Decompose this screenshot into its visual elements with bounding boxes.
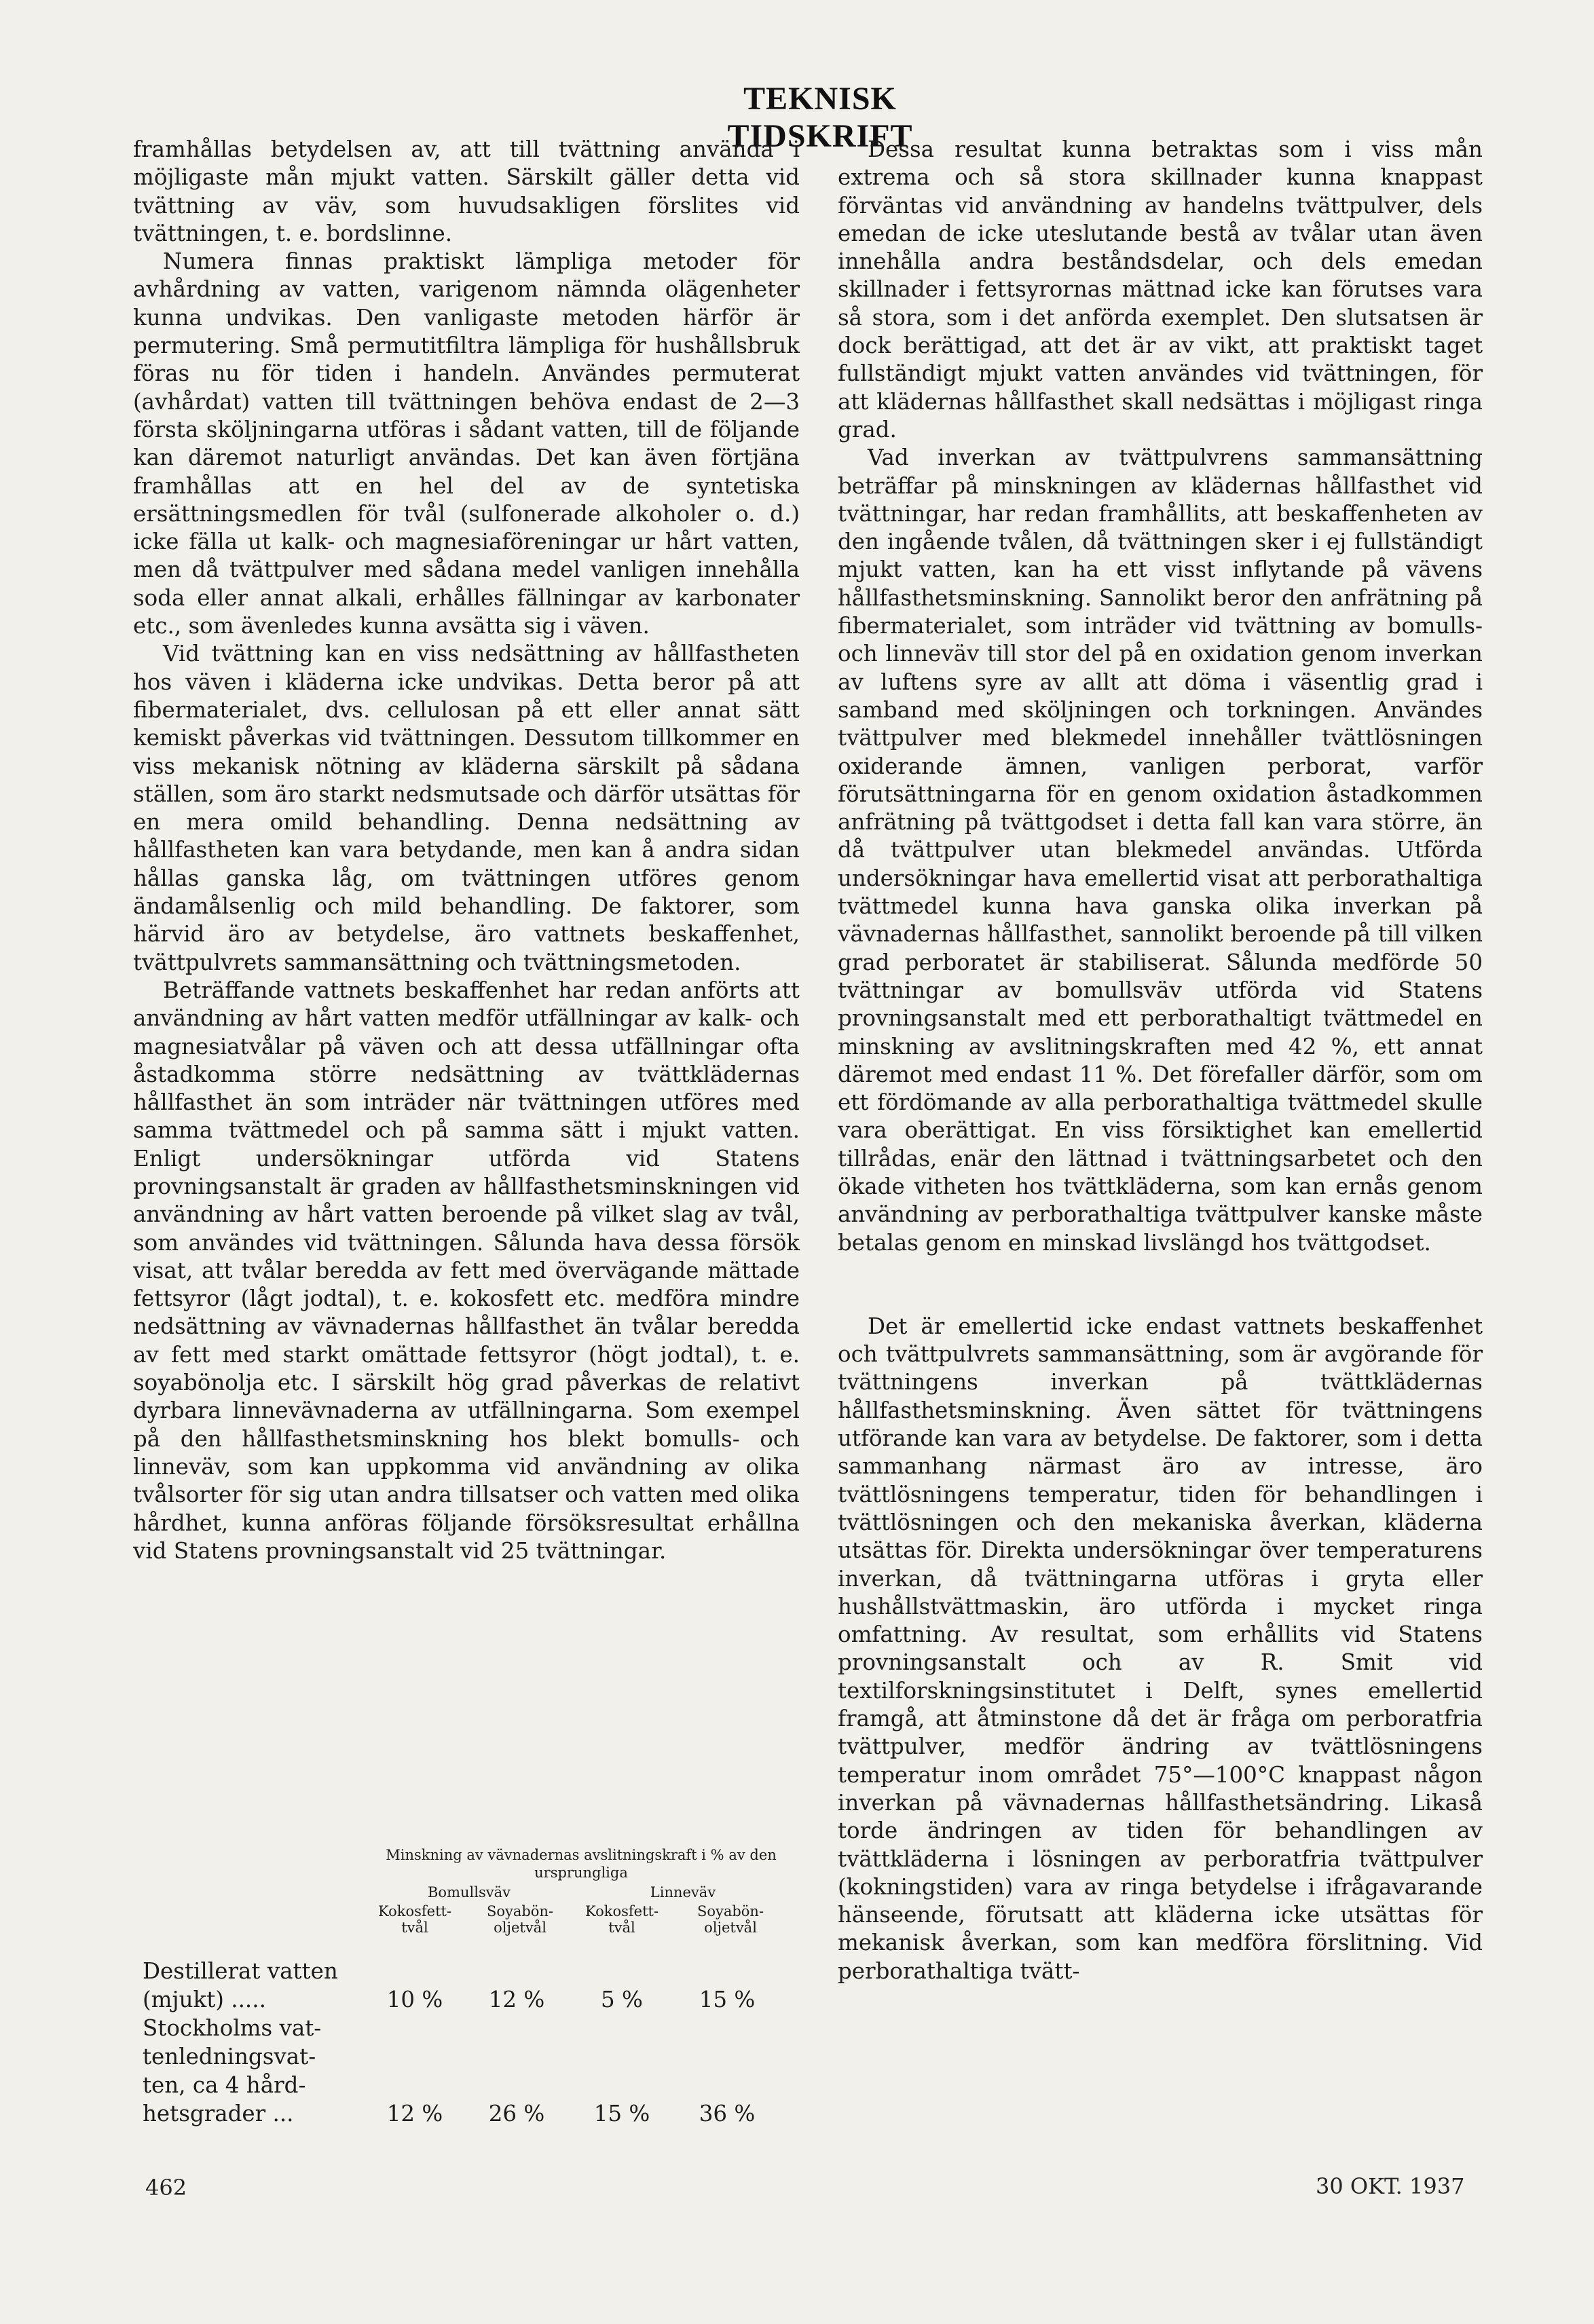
table-row-label: ten, ca 4 hård- xyxy=(143,2072,306,2098)
paragraph: Det är emellertid icke endast vattnets beskaffenhet och tvättpulvrets sammansättning, som är avgörande för tvättningens inverkan på tvättklädernas hållfasthetsminskning. Även sättet för tvättningens utförande kan vara av betydelse. De faktorer, som i detta sammanhang närmast äro av intresse, äro tvättlösningens temperatur, tiden för behandlingen i tvättlösningen och den mekaniska åverkan, kläderna utsättas för. Direkta undersökningar över temperaturens inverkan, då tvättningarna utföras i gryta eller hushållstvättmaskin, äro utförda i mycket ringa omfattning. Av resultat, som erhållits vid Statens provningsanstalt och av R. Smit vid textilforskningsinstitutet i Delft, synes emellertid framgå, att åtminstone då det är fråga om perboratfria tvättpulver, medför ändring av tvättlösningens temperatur inom området 75°—100°C knappast någon inverkan på vävnadernas hållfasthetsändring. Likaså torde ändringen av tiden för behandlingen av tvättkläderna i lösningen av perboratfria tvättpulver (kokningstiden) vara av ringa betydelse i ifrågavarande hänseende, förutsatt att kläderna icke utsättas för mekanisk åverkan, som kan medföra förslitning. Vid perborathaltiga tvätt- xyxy=(838,1313,1483,1984)
table-subheader: Kokosfett-tvål xyxy=(377,1903,452,1936)
table-row-label: (mjukt) ..... xyxy=(143,1987,266,2012)
table-group-header: Linneväv xyxy=(650,1884,716,1900)
table-cell: 10 % xyxy=(386,1987,443,2012)
table-row-label: Stockholms vat- xyxy=(143,2015,322,2041)
table-cell: 15 % xyxy=(593,2101,650,2126)
table-cell: 12 % xyxy=(488,1987,545,2012)
table-caption: Minskning av vävnadernas avslitningskraft i % av den ursprungliga xyxy=(386,1847,777,1881)
page-number: 462 xyxy=(145,2175,187,2200)
table-cell: 36 % xyxy=(699,2101,756,2126)
paragraph: framhållas betydelsen av, att till tvättning använda i möjligaste mån mjukt vatten. Särskilt gäller detta vid tvättning av väv, som huvudsakligen förslites vid tvättningen, t. e. bordslinne. xyxy=(133,136,800,246)
table-row-label: tenledningsvat- xyxy=(143,2044,316,2069)
paragraph: Beträffande vattnets beskaffenhet har redan anförts att användning av hårt vatten medför utfällningar av kalk- och magnesiatvålar på väven och att dessa utfällningar ofta åstadkomma större nedsättning av tvättklädernas hållfasthet än som inträder när tvättningen utföres med samma tvättmedel och på samma sätt i mjukt vatten. Enligt undersökningar utförda vid Statens provningsanstalt är graden av hållfasthetsminskningen vid användning av hårt vatten beroende på vilket slag av tvål, som användes vid tvättningen. Sålunda hava dessa försök visat, att tvålar beredda av fett med övervägande mättade fettsyror (lågt jodtal), t. e. kokosfett etc. medföra mindre nedsättning av vävnadernas hållfasthet än tvålar beredda av fett med starkt omättade fettsyror (högt jodtal), t. e. soyabönolja etc. I särskilt hög grad påverkas de relativt dyrbara linnevävnaderna av utfällningarna. Som exempel på den hållfasthetsminskning hos blekt bomulls- och linneväv, som kan uppkomma vid användning av olika tvålsorter för sig utan andra tillsatser och vatten med olika hårdhet, kunna anföras följande försöksresultat erhållna vid Statens provningsanstalt vid 25 tvättningar. xyxy=(133,977,800,1564)
left-column xyxy=(133,136,800,1565)
table-subheader: Kokosfett-tvål xyxy=(585,1903,659,1936)
journal-title: TEKNISK TIDSKRIFT xyxy=(727,81,913,154)
table-cell: 5 % xyxy=(601,1987,643,2012)
paragraph: Vad inverkan av tvättpulvrens sammansättning beträffar på minskningen av klädernas hållfasthet vid tvättningar, har redan framhållits, att beskaffenheten av den ingående tvålen, då tvättningen sker i ej fullständigt mjukt vatten, kan ha ett visst inflytande på vävens hållfasthetsminskning. Sannolikt beror den anfrätning på fibermaterialet, som inträder vid tvättning av bomulls- och linneväv till stor del på en oxidation genom inverkan av luftens syre av allt att döma i väsentlig grad i samband med sköljningen och torkningen. Användes tvättpulver med blekmedel innehåller tvättlösningen oxiderande ämnen, vanligen perborat, varför förutsättningarna för en genom oxidation åstadkommen anfrätning på tvättgodset i detta fall kan vara större, än då tvättpulver utan blekmedel användas. Utförda undersökningar hava emellertid visat att perborathaltiga tvättmedel kunna hava ganska olika inverkan på vävnadernas hållfasthet, sannolikt beroende på till vilken grad perboratet är stabiliserat. Sålunda medförde 50 tvättningar av bomullsväv utförda vid Statens provningsanstalt med ett perborathaltigt tvättmedel en minskning av avslitningskraften med 42 %, ett annat däremot med endast 11 %. Det förefaller därför, som om ett fördömande av alla perborathaltiga tvättmedel skulle vara oberättigat. En viss försiktighet kan emellertid tillrådas, enär den lättnad i tvättningsarbetet och den ökade vitheten hos tvättkläderna, som kan ernås genom användning av perborathaltiga tvättpulver kanske måste betalas genom en minskad livslängd hos tvättgodset. xyxy=(838,445,1483,1256)
table-cell: 15 % xyxy=(699,1987,756,2012)
right-column xyxy=(838,136,1483,1985)
table-subheader: Soyabön-oljetvål xyxy=(486,1903,554,1936)
table-cell: 12 % xyxy=(386,2101,443,2126)
paragraph: Numera finnas praktiskt lämpliga metoder för avhårdning av vatten, varigenom nämnda olägenheter kunna undvikas. Den vanligaste metoden härför är permutering. Små permutitfiltra lämpliga för hushållsbruk föras nu för tiden i handeln. Användes permuterat (avhårdat) vatten till tvättningen behöva endast de 2—3 första sköljningarna utföras i sådant vatten, till de följande kan däremot naturligt användas. Det kan även förtjäna framhållas att en hel del av de syntetiska ersättningsmedlen för tvål (sulfonerade alkoholer o. d.) icke fälla ut kalk- och magnesiaföreningar ur hårt vatten, men då tvättpulver med sådana medel vanligen innehålla soda eller annat alkali, erhålles fällningar av karbonater etc., som ävenledes kunna avsätta sig i väven. xyxy=(133,248,800,639)
table-cell: 26 % xyxy=(488,2101,545,2126)
table-row-label: Destillerat vatten xyxy=(143,1958,338,1984)
table-subheader: Soyabön-oljetvål xyxy=(697,1903,764,1936)
table-group-header: Bomullsväv xyxy=(428,1884,511,1900)
paragraph: Vid tvättning kan en viss nedsättning av hållfastheten hos väven i kläderna icke undvikas. Detta beror på att fibermaterialet, dvs. cellulosan på ett eller annat sätt kemiskt påverkas vid tvättningen. Dessutom tillkommer en viss mekanisk nötning av kläderna särskilt på sådana ställen, som äro starkt nedsmutsade och därför utsättas för en mera omild behandling. Denna nedsättning av hållfastheten kan vara betydande, men kan å andra sidan hållas ganska låg, om tvättningen utföres genom ändamålsenlig och mild behandling. De faktorer, som härvid äro av betydelse, äro vattnets beskaffenhet, tvättpulvrets sammansättning och tvättningsmetoden. xyxy=(133,641,800,975)
paragraph: Dessa resultat kunna betraktas som i viss mån extrema och så stora skillnader kunna knappast förväntas vid användning av handelns tvättpulver, dels emedan de icke uteslutande bestå av tvålar utan även innehålla andra beståndsdelar, och dels emedan skillnader i fettsyrornas mättnad icke kan förutses vara så stora, som i det anförda exemplet. Den slutsatsen är dock berättigad, att det är av vikt, att praktiskt taget fullständigt mjukt vatten användes vid tvättningen, för att klädernas hållfasthet skall nedsättas i möjligast ringa grad. xyxy=(838,136,1483,443)
table-row-label: hetsgrader ... xyxy=(143,2101,294,2126)
issue-date: 30 OKT. 1937 xyxy=(1316,2173,1465,2199)
